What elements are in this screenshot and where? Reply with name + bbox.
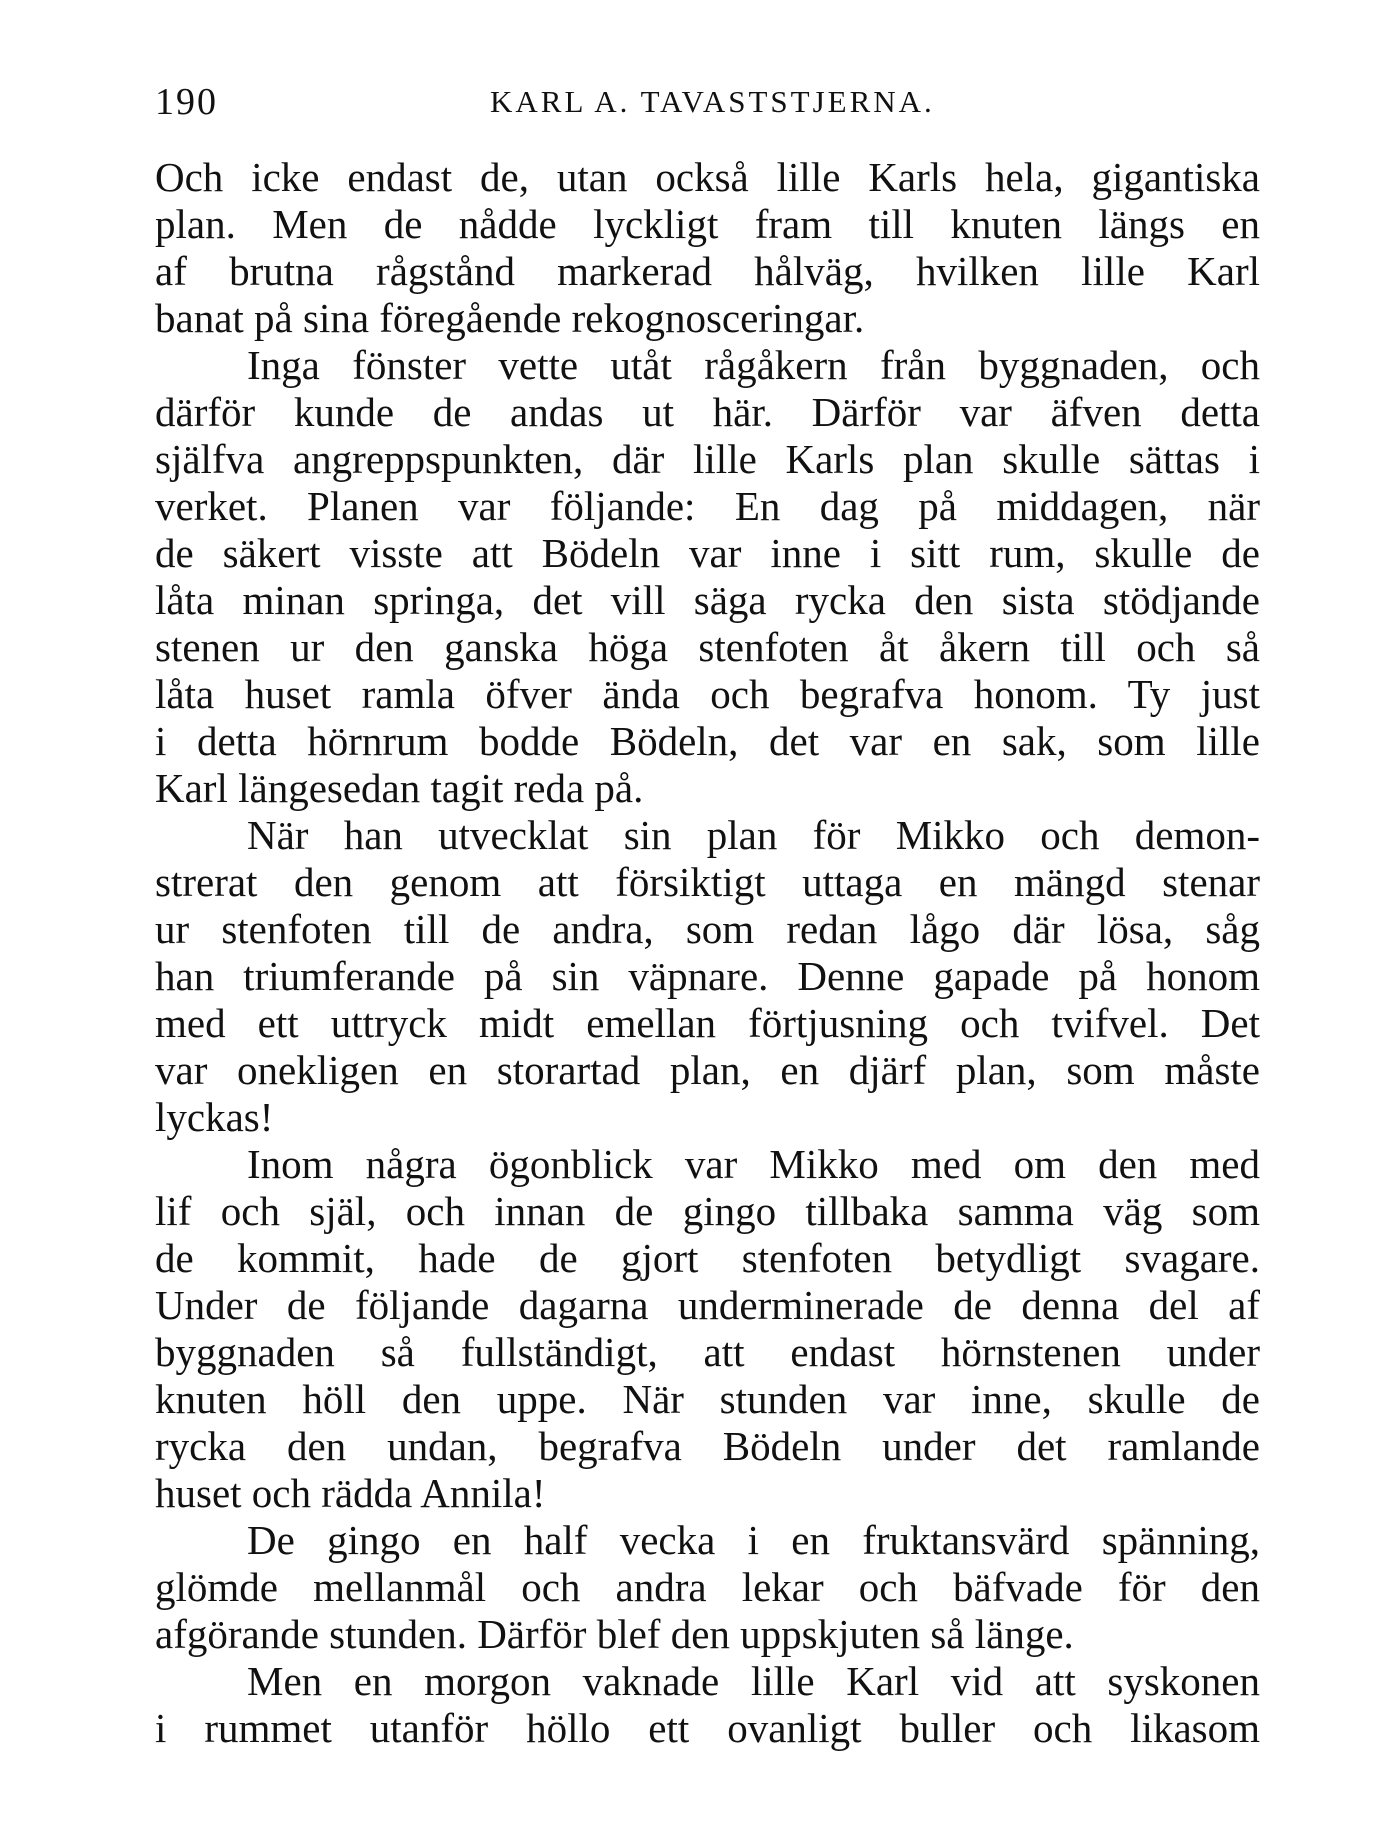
- text-line: de kommit, hade de gjort stenfoten betydligt svagare.: [155, 1235, 1260, 1281]
- paragraph: [155, 154, 1260, 342]
- text-line: låta minan springa, det vill säga rycka den sista stödjande: [155, 577, 1260, 623]
- text-line: glömde mellanmål och andra lekar och bäfvade för den: [155, 1564, 1260, 1610]
- paragraph: [155, 1517, 1260, 1658]
- text-line: Och icke endast de, utan också lille Karls hela, gigantiska: [155, 154, 1260, 200]
- paragraph: [155, 342, 1260, 812]
- text-line: i rummet utanför höllo ett ovanligt buller och likasom: [155, 1705, 1260, 1751]
- text-line: af brutna rågstånd markerad hålväg, hvilken lille Karl: [155, 248, 1260, 294]
- text-line: lif och själ, och innan de gingo tillbaka samma väg som: [155, 1188, 1260, 1234]
- text-line: därför kunde de andas ut här. Därför var äfven detta: [155, 389, 1260, 435]
- text-line: var onekligen en storartad plan, en djärf plan, som måste: [155, 1047, 1260, 1093]
- text-line: stenen ur den ganska höga stenfoten åt åkern till och så: [155, 624, 1260, 670]
- text-line: han triumferande på sin väpnare. Denne gapade på honom: [155, 953, 1260, 999]
- body-text: [155, 154, 1260, 1752]
- text-line: Men en morgon vaknade lille Karl vid att syskonen: [247, 1658, 1260, 1704]
- text-line: huset och rädda Annila!: [155, 1470, 546, 1516]
- text-line: afgörande stunden. Därför blef den uppskjuten så länge.: [155, 1611, 1074, 1657]
- running-head: KARL A. TAVASTSTJERNA.: [490, 84, 935, 119]
- text-line: byggnaden så fullständigt, att endast hörnstenen under: [155, 1329, 1260, 1375]
- paragraph: [155, 812, 1260, 1141]
- text-line: i detta hörnrum bodde Bödeln, det var en sak, som lille: [155, 718, 1260, 764]
- text-line: rycka den undan, begrafva Bödeln under det ramlande: [155, 1423, 1260, 1469]
- page-number: 190: [155, 81, 218, 123]
- paragraph: [155, 1658, 1260, 1752]
- text-line: de säkert visste att Bödeln var inne i sitt rum, skulle de: [155, 530, 1260, 576]
- text-line: De gingo en half vecka i en fruktansvärd spänning,: [247, 1517, 1260, 1563]
- text-line: lyckas!: [155, 1094, 274, 1140]
- page-header: [155, 72, 1255, 132]
- text-line: plan. Men de nådde lyckligt fram till knuten längs en: [155, 201, 1260, 247]
- text-line: När han utvecklat sin plan för Mikko och demon-: [247, 812, 1260, 858]
- text-line: Inom några ögonblick var Mikko med om den med: [247, 1141, 1260, 1187]
- text-line: strerat den genom att försiktigt uttaga en mängd stenar: [155, 859, 1260, 905]
- text-line: banat på sina föregående rekognosceringar.: [155, 295, 865, 341]
- text-line: Inga fönster vette utåt rågåkern från byggnaden, och: [247, 342, 1260, 388]
- text-line: knuten höll den uppe. När stunden var inne, skulle de: [155, 1376, 1260, 1422]
- text-line: låta huset ramla öfver ända och begrafva honom. Ty just: [155, 671, 1260, 717]
- text-line: Under de följande dagarna underminerade de denna del af: [155, 1282, 1260, 1328]
- text-line: ur stenfoten till de andra, som redan lågo där lösa, såg: [155, 906, 1260, 952]
- paragraph: [155, 1141, 1260, 1517]
- text-line: själfva angreppspunkten, där lille Karls plan skulle sättas i: [155, 436, 1260, 482]
- text-line: verket. Planen var följande: En dag på middagen, när: [155, 483, 1260, 529]
- text-line: med ett uttryck midt emellan förtjusning och tvifvel. Det: [155, 1000, 1260, 1046]
- text-line: Karl längesedan tagit reda på.: [155, 765, 644, 811]
